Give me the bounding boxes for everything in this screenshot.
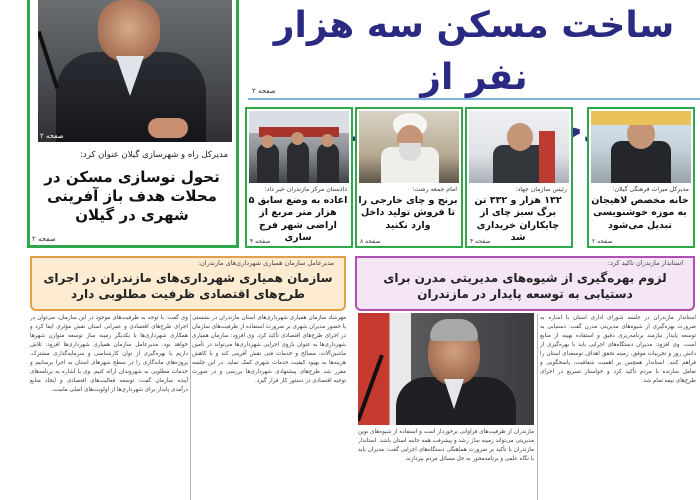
card-kicker: امام جمعه رشت: <box>412 186 457 193</box>
card-photo <box>469 111 569 183</box>
governor-photo <box>358 313 534 425</box>
body-text-column: مهرشاد سازمان همیاری شهرداری‌های استان مازندران در نشستی با حضور مدیران شهری بر ضرورت استفاده از ظرفیت‌های سازمان در اجرای طرح‌های اقتصادی تأکید کرد. وی افزود: سازمان همیاری شهرداری‌ها به عنوان بازوی اجرایی شهرداری‌ها می‌تواند در تأمین ماشین‌آلات، مصالح و خدمات فنی نقش آفرینی کند و با کاهش هزینه‌ها به بهبود کیفیت خدمات شهری کمک نماید. در این جلسه مقرر شد طرح‌های پیشنهادی شهرداری‌ها بررسی و در صورت توجیه اقتصادی در دستور کار قرار گیرد. <box>192 315 346 384</box>
card-page-ref: صفحه ۴ <box>250 238 271 245</box>
lead-photo-page: صفحه ۲ <box>40 132 64 140</box>
lead-story-box[interactable] <box>27 0 239 248</box>
card-page-ref: صفحه ۸ <box>360 238 381 245</box>
card-title[interactable]: برنج و چای خارجی را تا فروش تولید داخل وارد نکنید <box>358 195 458 231</box>
news-card[interactable] <box>465 107 573 248</box>
column-divider <box>537 314 538 500</box>
left-column-title: سازمان همیاری شهرداری‌های مازندران در اجرای طرح‌های اقتصادی ظرفیت مطلوبی دارد <box>43 271 333 302</box>
card-kicker: رئیس سازمان جهاد: <box>515 186 567 193</box>
news-card[interactable] <box>587 107 695 248</box>
headline-line-1: ساخت مسکن سه هزار نفر از <box>273 5 675 99</box>
lead-story-photo <box>38 0 232 142</box>
card-photo <box>249 111 349 183</box>
body-text-column: مازندران از ظرفیت‌های فراوانی برخوردار است و استفاده از شیوه‌های نوین مدیریتی می‌تواند زمینه ساز رشد و پیشرفت همه جانبه استان باشد. استاندار مازندران با تأکید بر ضرورت هماهنگی دستگاه‌های اجرایی گفت: مدیران باید با نگاه علمی و برنامه‌محور به حل مسائل مردم بپردازند. <box>358 429 534 462</box>
right-column-kicker: استاندار مازندران تاکید کرد: <box>607 259 683 267</box>
body-text-column: وی گفت: با توجه به ظرفیت‌های موجود در این سازمان، می‌توان در اجرای طرح‌های اقتصادی و عمرانی استان نقش مؤثری ایفا کرد و همکاری شهرداری‌ها با یکدیگر زمینه ساز توسعه متوازن شهرها خواهد بود. مدیرعامل سازمان همیاری شهرداری‌ها افزود: تلاش داریم با بهره‌گیری از توان کارشناسی و سرمایه‌گذاری مشترک، پروژه‌های ماندگاری را در سطح شهرهای استان به اجرا برسانیم و خدمات مطلوبی به شهروندان ارائه کنیم. وی با اشاره به برنامه‌های آینده سازمان گفت: توسعه فعالیت‌های اقتصادی و ایجاد منابع درآمدی پایدار برای شهرداری‌ها از اولویت‌های اصلی ماست. <box>30 315 188 393</box>
right-column-header[interactable] <box>355 256 695 311</box>
card-photo <box>359 111 459 183</box>
headline-divider <box>248 98 700 100</box>
left-column-kicker: مدیرعامل سازمان همیاری شهرداری‌های مازندران: <box>197 259 334 267</box>
left-column-header[interactable] <box>30 256 346 311</box>
news-card[interactable] <box>355 107 463 248</box>
headline-page-ref: صفحه ۲ <box>252 87 276 95</box>
lead-page-ref: صفحه ۲ <box>32 235 56 243</box>
card-kicker: مدیرکل میراث فرهنگی گیلان: <box>612 186 689 193</box>
card-page-ref: صفحه ۲ <box>592 238 613 245</box>
lead-title[interactable]: تحول نوسازی مسکن در محلات هدف باز آفرینی شهری در گیلان <box>44 168 220 224</box>
news-card[interactable] <box>245 107 353 248</box>
right-column-title: لزوم بهره‌گیری از شیوه‌های مدیریتی مدرن برای دستیابی به توسعه پایدار در مازندران <box>383 271 667 302</box>
card-title[interactable]: ۱۳۲ هزار و ۳۳۲ تن برگ سبز چای از چایکاران خریداری شد <box>474 195 562 244</box>
card-photo <box>591 111 691 183</box>
lead-kicker: مدیرکل راه و شهرسازی گیلان عنوان کرد: <box>80 150 228 160</box>
card-kicker: دادستان مرکز مازندران خبر داد: <box>264 186 347 193</box>
body-text-column: استاندار مازندران در جلسه شورای اداری استان با اشاره به ضرورت بهره‌گیری از شیوه‌های مدیریتی مدرن گفت: دستیابی به توسعه پایدار نیازمند برنامه‌ریزی دقیق و استفاده بهینه از منابع است. وی افزود: مدیران دستگاه‌های اجرایی باید با بهره‌گیری از دانش روز و تجربیات موفق، زمینه تحقق اهداف توسعه‌ای استان را فراهم کنند. استاندار همچنین بر اهمیت شفافیت، پاسخگویی و تعامل سازنده با مردم تأکید کرد و خواستار تسریع در اجرای طرح‌های نیمه تمام شد. <box>540 315 696 384</box>
card-page-ref: صفحه ۴ <box>470 238 491 245</box>
column-divider <box>190 314 191 500</box>
card-title[interactable]: خانه مخصص لاهیجان به موزه خوشنویسی تبدیل می‌شود <box>591 195 689 231</box>
card-title[interactable]: اعاده به وضع سابق ۵ هزار متر مربع از اراضی شهر فرح سارى <box>248 195 348 244</box>
